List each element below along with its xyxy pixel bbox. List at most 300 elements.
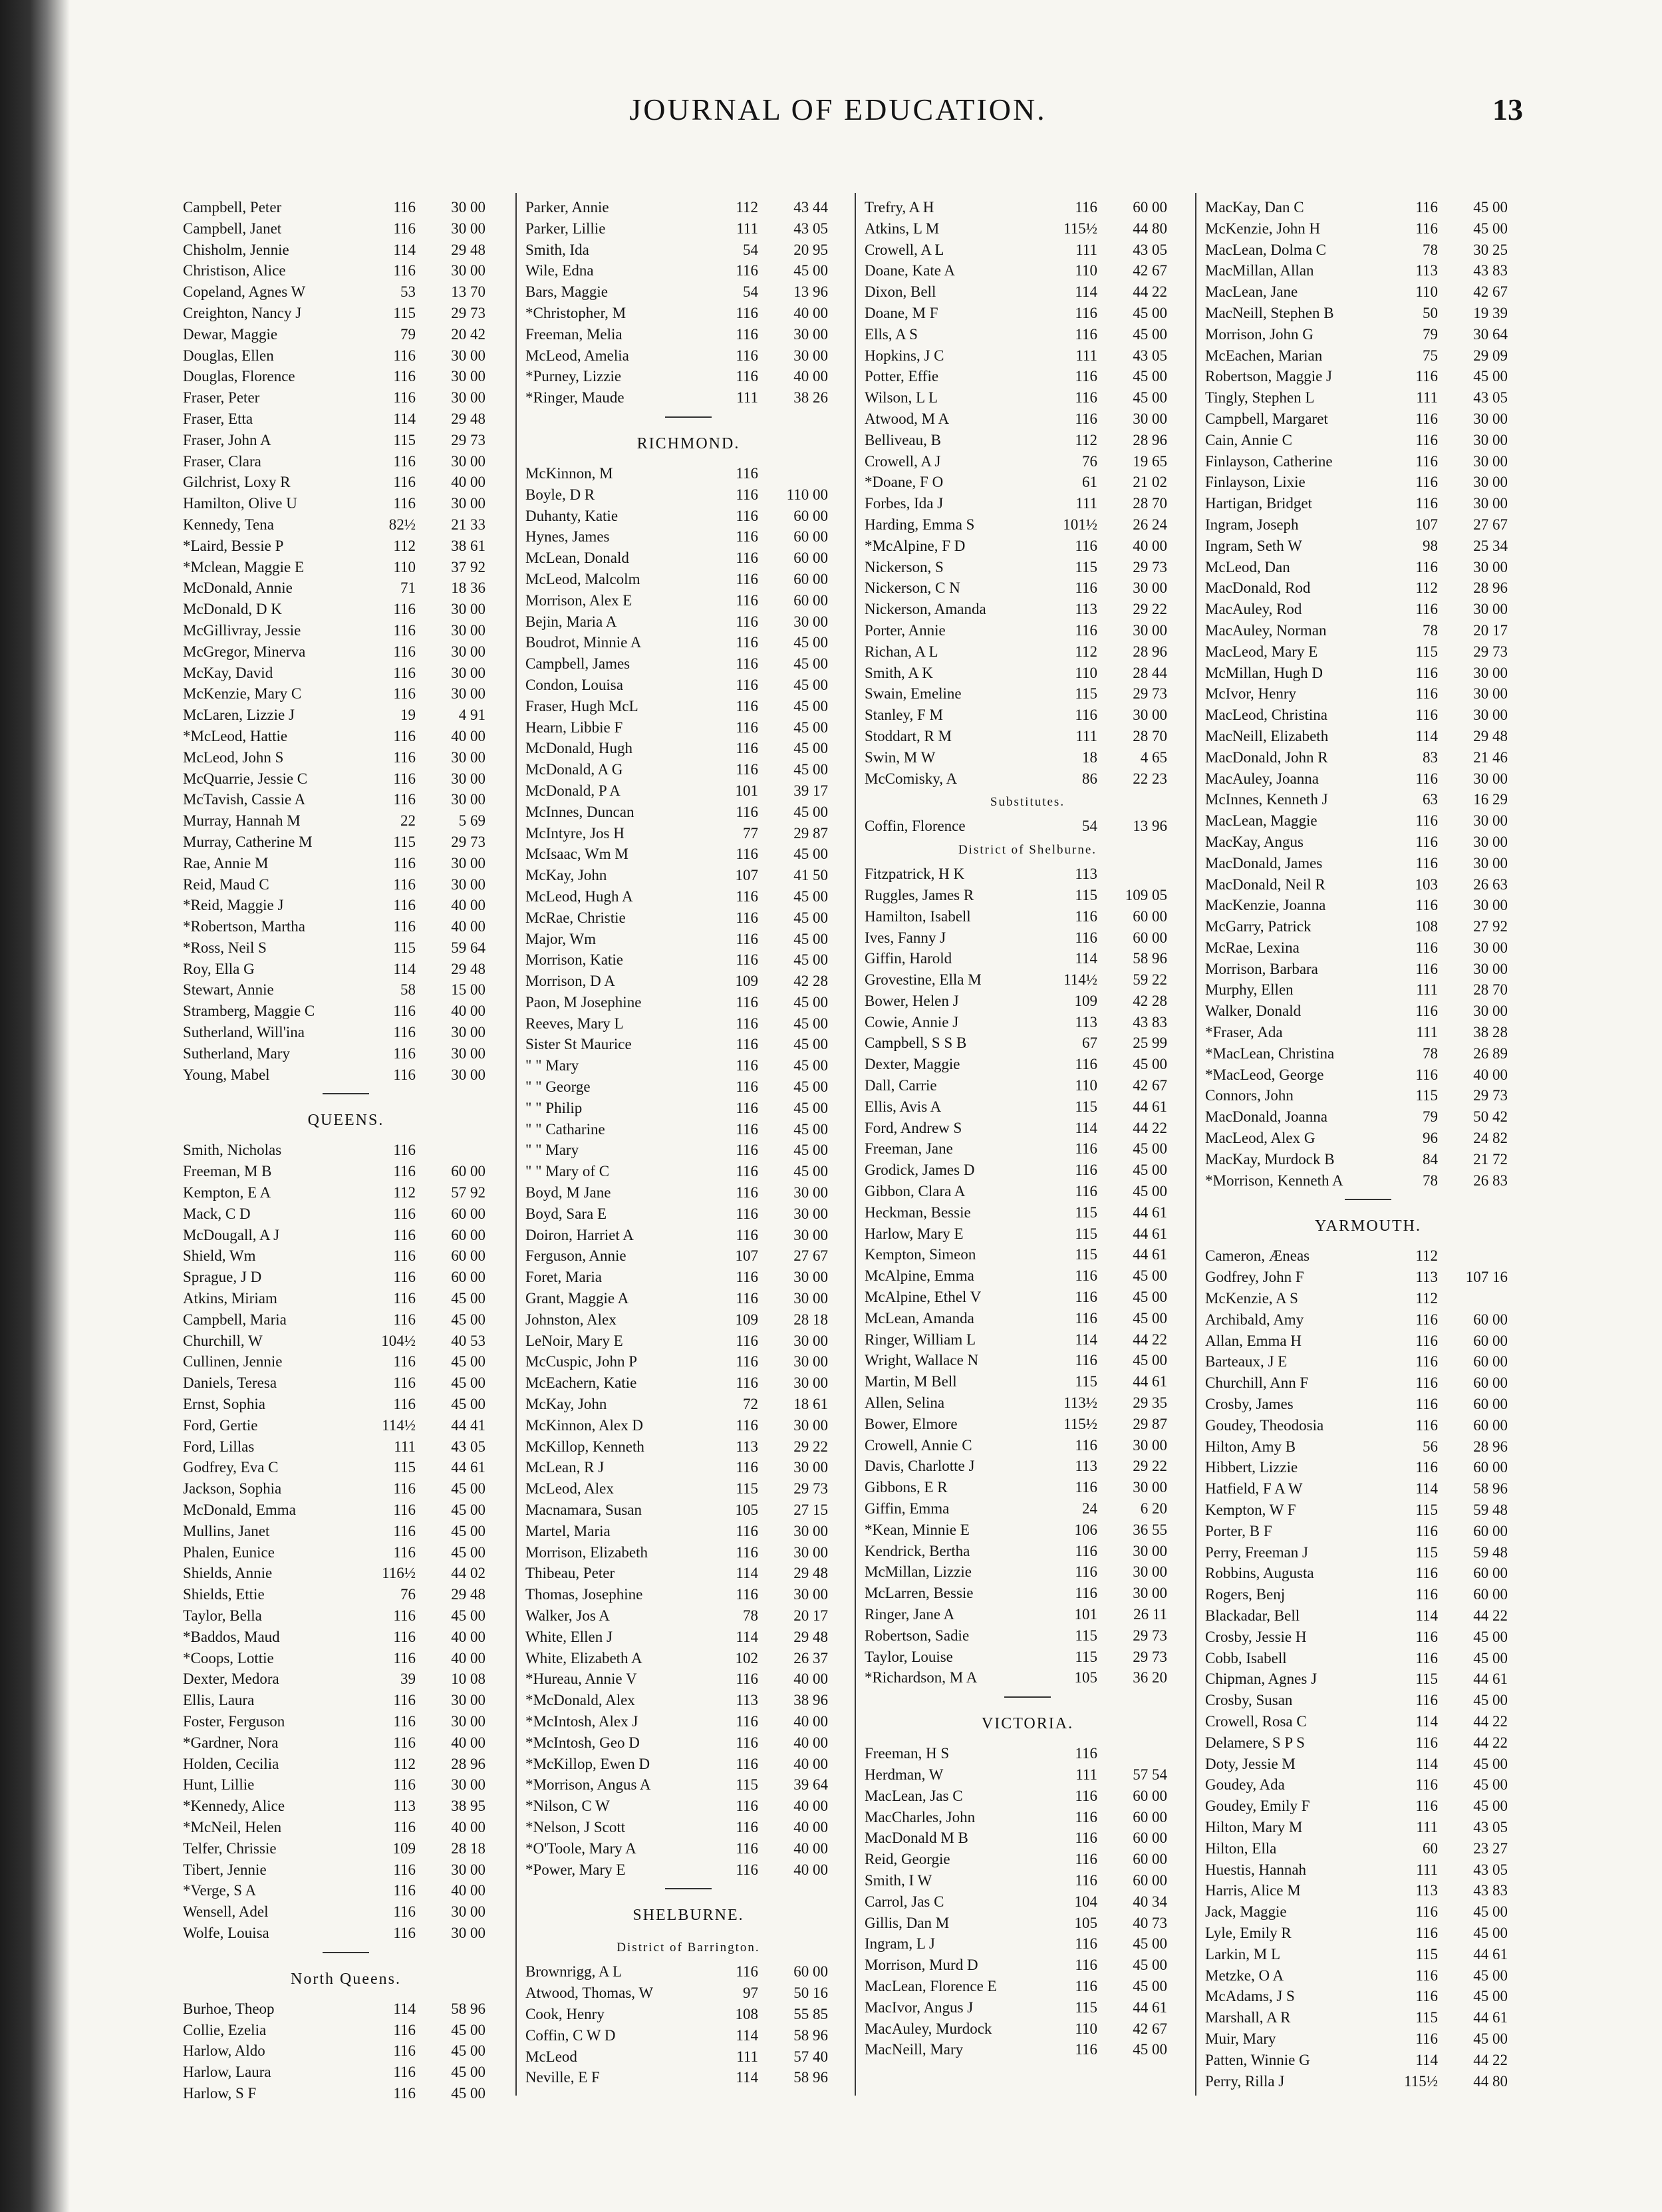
grant-amount: 59 48 bbox=[1473, 1543, 1508, 1561]
days-taught: 114 bbox=[736, 1565, 758, 1582]
teacher-name: Kennedy, Tena bbox=[183, 516, 274, 533]
teacher-name: Herdman, W bbox=[865, 1766, 944, 1783]
grant-amount: 44 41 bbox=[451, 1416, 485, 1434]
grant-amount: 22 23 bbox=[1133, 770, 1167, 787]
days-taught: 116 bbox=[1415, 1798, 1438, 1815]
teacher-name: Connors, John bbox=[1205, 1087, 1294, 1104]
teacher-entry bbox=[1205, 1838, 1531, 1859]
teacher-entry bbox=[865, 1350, 1190, 1371]
teacher-name: Fraser, John A bbox=[183, 431, 271, 448]
days-taught: 116 bbox=[1415, 960, 1438, 977]
grant-amount: 29 22 bbox=[793, 1438, 828, 1455]
section-rule bbox=[665, 1888, 712, 1889]
teacher-entry bbox=[865, 1807, 1190, 1828]
days-taught: 116 bbox=[1415, 1586, 1438, 1603]
teacher-entry bbox=[865, 1541, 1190, 1562]
teacher-entry bbox=[1205, 1732, 1531, 1754]
teacher-name: Crowell, A L bbox=[865, 241, 944, 258]
teacher-entry bbox=[865, 2039, 1190, 2060]
days-taught: 116 bbox=[393, 1861, 416, 1878]
teacher-entry bbox=[865, 1997, 1190, 2018]
grant-amount: 45 00 bbox=[793, 1036, 828, 1053]
teacher-name: Foret, Maria bbox=[525, 1269, 602, 1286]
teacher-name: Hilton, Ella bbox=[1205, 1839, 1277, 1857]
teacher-entry bbox=[525, 569, 851, 590]
grant-amount: 30 00 bbox=[793, 1459, 828, 1476]
teacher-entry bbox=[525, 1542, 851, 1563]
days-taught: 116 bbox=[1415, 410, 1438, 427]
days-taught: 115 bbox=[1415, 643, 1438, 660]
teacher-name: Campbell, Maria bbox=[183, 1311, 287, 1328]
teacher-name: Ruggles, James R bbox=[865, 886, 974, 903]
teacher-entry bbox=[525, 1415, 851, 1436]
grant-amount: 60 00 bbox=[1133, 929, 1167, 946]
section-subheading: District of Shelburne. bbox=[958, 843, 1097, 858]
grant-amount: 55 85 bbox=[793, 2005, 828, 2022]
teacher-entry bbox=[1205, 2071, 1531, 2092]
days-taught: 116 bbox=[1415, 495, 1438, 512]
teacher-entry bbox=[183, 1001, 509, 1022]
grant-amount: 45 00 bbox=[1473, 220, 1508, 237]
teacher-name: Morrison, John G bbox=[1205, 325, 1314, 343]
teacher-entry bbox=[1205, 1436, 1531, 1458]
grant-amount: 45 00 bbox=[451, 1543, 485, 1561]
grant-amount: 30 00 bbox=[793, 1184, 828, 1201]
grant-amount: 57 54 bbox=[1133, 1766, 1167, 1783]
teacher-entry bbox=[865, 1955, 1190, 1976]
days-taught: 116 bbox=[393, 2064, 416, 2081]
teacher-entry bbox=[865, 1976, 1190, 1997]
teacher-name: Cameron, Æneas bbox=[1205, 1247, 1310, 1265]
teacher-entry bbox=[183, 1563, 509, 1584]
days-taught: 116 bbox=[736, 718, 758, 736]
days-taught: 116 bbox=[393, 2084, 416, 2102]
teacher-name: Wensell, Adel bbox=[183, 1903, 269, 1921]
teacher-entry bbox=[865, 1414, 1190, 1435]
teacher-name: LeNoir, Mary E bbox=[525, 1332, 623, 1349]
days-taught: 115 bbox=[393, 304, 416, 321]
teacher-name: Archibald, Amy bbox=[1205, 1311, 1304, 1328]
teacher-name: Ellis, Avis A bbox=[865, 1098, 942, 1115]
teacher-entry bbox=[865, 218, 1190, 239]
grant-amount: 30 00 bbox=[1133, 1436, 1167, 1454]
days-taught: 115 bbox=[1075, 1373, 1097, 1390]
teacher-entry bbox=[865, 493, 1190, 514]
days-taught: 116 bbox=[1075, 1056, 1097, 1073]
teacher-entry bbox=[1205, 281, 1531, 303]
teacher-name: Boudrot, Minnie A bbox=[525, 634, 642, 651]
days-taught: 76 bbox=[1082, 452, 1097, 470]
grant-amount: 30 00 bbox=[793, 325, 828, 343]
teacher-entry bbox=[1205, 1478, 1531, 1500]
teacher-entry bbox=[525, 1668, 851, 1690]
grant-amount: 57 40 bbox=[793, 2048, 828, 2065]
teacher-entry bbox=[183, 1161, 509, 1182]
teacher-entry bbox=[183, 2040, 509, 2062]
teacher-entry bbox=[1205, 430, 1531, 451]
grant-amount: 58 96 bbox=[1473, 1480, 1508, 1498]
days-taught: 111 bbox=[736, 2048, 758, 2065]
section-heading: North Queens. bbox=[291, 1970, 401, 1988]
teacher-entry bbox=[183, 1690, 509, 1711]
teacher-entry bbox=[1205, 514, 1531, 536]
teacher-entry bbox=[525, 366, 851, 387]
days-taught: 116 bbox=[1075, 1851, 1097, 1868]
days-taught: 116 bbox=[393, 1649, 416, 1666]
teacher-name: Atwood, Thomas, W bbox=[525, 1984, 654, 2002]
teacher-entry bbox=[525, 1436, 851, 1458]
days-taught: 116 bbox=[393, 1607, 416, 1624]
teacher-entry bbox=[525, 303, 851, 324]
teacher-entry bbox=[525, 1351, 851, 1372]
grant-amount: 40 00 bbox=[1133, 537, 1167, 554]
teacher-entry bbox=[183, 726, 509, 747]
grant-amount: 30 00 bbox=[793, 1226, 828, 1243]
grant-amount: 110 00 bbox=[786, 486, 828, 503]
teacher-entry bbox=[1205, 197, 1531, 218]
teacher-entry bbox=[865, 1329, 1190, 1350]
teacher-name: MacLean, Maggie bbox=[1205, 812, 1317, 830]
grant-amount: 16 29 bbox=[1473, 791, 1508, 808]
teacher-name: Mullins, Janet bbox=[183, 1522, 270, 1539]
section-rule bbox=[665, 416, 712, 418]
days-taught: 67 bbox=[1082, 1034, 1097, 1052]
grant-amount: 58 96 bbox=[1133, 950, 1167, 967]
teacher-entry bbox=[1205, 620, 1531, 641]
teacher-name: Boyd, M Jane bbox=[525, 1184, 611, 1201]
grant-amount: 40 00 bbox=[451, 1003, 485, 1020]
teacher-entry bbox=[525, 1288, 851, 1309]
grant-amount: 39 64 bbox=[793, 1776, 828, 1794]
grant-amount: 30 00 bbox=[1473, 897, 1508, 914]
teacher-name: Crowell, Annie C bbox=[865, 1436, 972, 1454]
teacher-entry bbox=[865, 451, 1190, 472]
days-taught: 116 bbox=[393, 220, 416, 237]
teacher-name: Ringer, Jane A bbox=[865, 1606, 955, 1623]
teacher-name: Martel, Maria bbox=[525, 1522, 611, 1539]
teacher-entry bbox=[525, 1982, 851, 2004]
teacher-entry bbox=[1205, 1986, 1531, 2007]
days-taught: 116 bbox=[393, 897, 416, 914]
grant-amount: 28 18 bbox=[793, 1311, 828, 1328]
days-taught: 115 bbox=[1075, 1627, 1097, 1644]
teacher-entry bbox=[865, 1498, 1190, 1519]
days-taught: 101 bbox=[1074, 1606, 1097, 1623]
days-taught: 18 bbox=[1082, 748, 1097, 766]
teacher-entry bbox=[183, 959, 509, 980]
teacher-name: Robertson, Sadie bbox=[865, 1627, 970, 1644]
teacher-name: Campbell, Margaret bbox=[1205, 410, 1328, 427]
days-taught: 114 bbox=[736, 2026, 758, 2044]
teacher-name: *Fraser, Ada bbox=[1205, 1024, 1283, 1041]
days-taught: 96 bbox=[1423, 1130, 1438, 1147]
days-taught: 115 bbox=[1075, 1648, 1097, 1665]
days-taught: 116 bbox=[1415, 558, 1438, 575]
teacher-name: MacNeill, Stephen B bbox=[1205, 304, 1334, 321]
days-taught: 116 bbox=[1075, 368, 1097, 385]
teacher-entry bbox=[1205, 2028, 1531, 2050]
teacher-entry bbox=[183, 916, 509, 937]
grant-amount: 25 34 bbox=[1473, 537, 1508, 554]
grant-amount: 45 00 bbox=[1133, 1140, 1167, 1158]
teacher-entry bbox=[1205, 1690, 1531, 1711]
grant-amount: 30 00 bbox=[1473, 833, 1508, 850]
teacher-name: Hamilton, Olive U bbox=[183, 495, 297, 512]
days-taught: 116 bbox=[393, 1924, 416, 1941]
days-taught: 116 bbox=[1415, 452, 1438, 470]
grant-amount: 30 00 bbox=[451, 643, 485, 660]
teacher-entry bbox=[865, 1012, 1190, 1033]
teacher-entry bbox=[1205, 451, 1531, 472]
days-taught: 24 bbox=[1082, 1500, 1097, 1517]
teacher-entry bbox=[183, 832, 509, 853]
teacher-entry bbox=[1205, 260, 1531, 281]
teacher-name: Christison, Alice bbox=[183, 262, 286, 279]
days-taught: 116 bbox=[393, 1734, 416, 1751]
teacher-entry bbox=[183, 895, 509, 916]
days-taught: 116 bbox=[393, 389, 416, 406]
teacher-entry bbox=[1205, 493, 1531, 514]
teacher-name: Collie, Ezelia bbox=[183, 2021, 267, 2038]
teacher-entry bbox=[183, 937, 509, 959]
grant-amount: 45 00 bbox=[451, 2064, 485, 2081]
teacher-name: Gibbon, Clara A bbox=[865, 1183, 966, 1200]
teacher-name: McDonald, Annie bbox=[183, 579, 293, 597]
teacher-entry bbox=[865, 1561, 1190, 1583]
teacher-entry bbox=[865, 366, 1190, 387]
days-taught: 116 bbox=[736, 1163, 758, 1180]
teacher-entry bbox=[525, 675, 851, 696]
grant-amount: 42 67 bbox=[1133, 2020, 1167, 2037]
days-taught: 76 bbox=[400, 1586, 416, 1603]
teacher-entry bbox=[1205, 959, 1531, 980]
grant-amount: 30 00 bbox=[451, 1924, 485, 1941]
teacher-name: Walker, Jos A bbox=[525, 1607, 610, 1624]
grant-amount: 45 00 bbox=[793, 1120, 828, 1138]
teacher-name: MacNeill, Elizabeth bbox=[1205, 727, 1329, 744]
days-taught: 115 bbox=[1075, 1225, 1097, 1242]
teacher-name: *MacLean, Christina bbox=[1205, 1044, 1335, 1062]
teacher-entry bbox=[865, 1477, 1190, 1498]
grant-amount: 29 48 bbox=[793, 1628, 828, 1645]
teacher-entry bbox=[183, 789, 509, 810]
teacher-name: MacAuley, Rod bbox=[1205, 601, 1302, 618]
teacher-name: Fraser, Clara bbox=[183, 452, 261, 470]
teacher-name: Tingly, Stephen L bbox=[1205, 389, 1315, 406]
teacher-name: Hibbert, Lizzie bbox=[1205, 1459, 1298, 1476]
teacher-entry bbox=[183, 1901, 509, 1923]
grant-amount: 30 00 bbox=[451, 220, 485, 237]
teacher-name: *Hureau, Annie V bbox=[525, 1670, 637, 1688]
days-taught: 84 bbox=[1423, 1150, 1438, 1168]
days-taught: 116 bbox=[393, 1374, 416, 1392]
teacher-entry bbox=[525, 548, 851, 569]
grant-amount: 42 28 bbox=[1133, 992, 1167, 1009]
teacher-name: Copeland, Agnes W bbox=[183, 283, 306, 301]
days-taught: 116 bbox=[1075, 1352, 1097, 1369]
days-taught: 116 bbox=[736, 846, 758, 863]
teacher-entry bbox=[865, 747, 1190, 768]
teacher-entry bbox=[525, 738, 851, 759]
grant-amount: 28 96 bbox=[1473, 1438, 1508, 1455]
grant-amount: 40 00 bbox=[793, 1818, 828, 1835]
teacher-entry bbox=[1205, 705, 1531, 726]
teacher-entry bbox=[525, 1267, 851, 1288]
teacher-entry bbox=[865, 1849, 1190, 1870]
days-taught: 116 bbox=[1415, 1003, 1438, 1020]
section-rule bbox=[323, 1093, 369, 1094]
teacher-entry bbox=[525, 1754, 851, 1775]
grant-amount: 60 00 bbox=[793, 1963, 828, 1980]
teacher-entry bbox=[183, 281, 509, 303]
teacher-entry bbox=[183, 1605, 509, 1627]
days-taught: 116 bbox=[1075, 1585, 1097, 1602]
days-taught: 116 bbox=[736, 676, 758, 693]
teacher-entry bbox=[865, 1138, 1190, 1160]
journal-title: JOURNAL OF EDUCATION. bbox=[629, 92, 1047, 126]
days-taught: 114 bbox=[1415, 727, 1438, 744]
days-taught: 116 bbox=[393, 1163, 416, 1180]
teacher-entry bbox=[1205, 1965, 1531, 1986]
days-taught: 116 bbox=[1075, 304, 1097, 321]
grant-amount: 30 00 bbox=[1473, 939, 1508, 956]
teacher-name: Douglas, Ellen bbox=[183, 347, 274, 364]
teacher-entry bbox=[525, 929, 851, 950]
days-taught: 103 bbox=[1415, 875, 1438, 893]
days-taught: 116 bbox=[736, 613, 758, 630]
days-taught: 116 bbox=[736, 1226, 758, 1243]
grant-amount: 20 95 bbox=[793, 241, 828, 258]
grant-amount: 40 00 bbox=[451, 1818, 485, 1835]
days-taught: 116 bbox=[393, 199, 416, 216]
teacher-name: *Coops, Lottie bbox=[183, 1649, 274, 1666]
teacher-name: McQuarrie, Jessie C bbox=[183, 770, 308, 787]
teacher-entry bbox=[865, 536, 1190, 557]
section-rule bbox=[1004, 1696, 1051, 1698]
days-taught: 115 bbox=[1075, 886, 1097, 903]
teacher-entry bbox=[1205, 536, 1531, 557]
days-taught: 78 bbox=[1423, 241, 1438, 258]
grant-amount: 45 00 bbox=[1133, 2041, 1167, 2058]
teacher-entry bbox=[1205, 1149, 1531, 1170]
days-taught: 104 bbox=[1074, 1893, 1097, 1910]
teacher-entry bbox=[1205, 1267, 1531, 1288]
grant-amount: 18 36 bbox=[451, 579, 485, 597]
teacher-entry bbox=[1205, 1064, 1531, 1086]
teacher-name: McGregor, Minerva bbox=[183, 643, 306, 660]
teacher-entry bbox=[525, 1225, 851, 1246]
teacher-entry bbox=[183, 1457, 509, 1478]
teacher-name: Crosby, James bbox=[1205, 1396, 1294, 1413]
teacher-entry bbox=[183, 430, 509, 451]
teacher-name: White, Elizabeth A bbox=[525, 1649, 642, 1666]
teacher-name: MacAuley, Norman bbox=[1205, 621, 1327, 639]
days-taught: 115 bbox=[1075, 1098, 1097, 1115]
days-taught: 116 bbox=[393, 664, 416, 681]
teacher-entry bbox=[525, 611, 851, 633]
grant-amount: 40 53 bbox=[451, 1332, 485, 1349]
teacher-entry bbox=[525, 1961, 851, 1982]
days-taught: 116 bbox=[736, 262, 758, 279]
teacher-name: McLean, R J bbox=[525, 1459, 605, 1476]
days-taught: 116 bbox=[393, 621, 416, 639]
teacher-name: Blackadar, Bell bbox=[1205, 1607, 1300, 1624]
grant-amount: 38 28 bbox=[1473, 1024, 1508, 1041]
days-taught: 60 bbox=[1423, 1839, 1438, 1857]
teacher-entry bbox=[1205, 1648, 1531, 1669]
days-taught: 116 bbox=[393, 1003, 416, 1020]
teacher-name: Shields, Ettie bbox=[183, 1586, 265, 1603]
days-taught: 101 bbox=[735, 782, 758, 799]
grant-amount: 45 00 bbox=[793, 740, 828, 757]
grant-amount: 30 00 bbox=[793, 1543, 828, 1561]
grant-amount: 30 00 bbox=[793, 1416, 828, 1434]
days-taught: 116 bbox=[736, 1755, 758, 1772]
days-taught: 116 bbox=[736, 1036, 758, 1053]
days-taught: 116 bbox=[736, 1078, 758, 1096]
teacher-entry bbox=[183, 1436, 509, 1458]
teacher-entry bbox=[525, 1034, 851, 1055]
section-rule bbox=[1345, 1199, 1391, 1200]
teacher-entry bbox=[865, 408, 1190, 430]
teacher-entry bbox=[1205, 303, 1531, 324]
teacher-name: McDonald, Hugh bbox=[525, 740, 632, 757]
teacher-name: Hatfield, F A W bbox=[1205, 1480, 1303, 1498]
grant-amount: 45 00 bbox=[451, 1480, 485, 1498]
days-taught: 116 bbox=[1075, 621, 1097, 639]
days-taught: 115 bbox=[1415, 1543, 1438, 1561]
days-taught: 112 bbox=[1075, 643, 1097, 660]
days-taught: 113 bbox=[1075, 1458, 1097, 1475]
grant-amount: 26 11 bbox=[1133, 1606, 1167, 1623]
teacher-name: Giffin, Emma bbox=[865, 1500, 950, 1517]
teacher-entry bbox=[865, 345, 1190, 367]
grant-amount: 38 26 bbox=[793, 389, 828, 406]
grant-amount: 45 00 bbox=[1473, 1649, 1508, 1666]
grant-amount: 60 00 bbox=[451, 1205, 485, 1222]
days-taught: 111 bbox=[1416, 1818, 1438, 1835]
teacher-name: Dewar, Maggie bbox=[183, 325, 278, 343]
grant-amount: 39 17 bbox=[793, 782, 828, 799]
teacher-entry bbox=[1205, 1085, 1531, 1106]
grant-amount: 30 00 bbox=[1133, 1563, 1167, 1581]
page-header bbox=[173, 92, 1523, 138]
teacher-name: *Mclean, Maggie E bbox=[183, 558, 305, 575]
teacher-entry bbox=[1205, 1351, 1531, 1372]
teacher-name: " " Philip bbox=[525, 1099, 583, 1116]
teacher-name: *O'Toole, Mary A bbox=[525, 1839, 636, 1857]
days-taught: 116 bbox=[736, 1205, 758, 1222]
teacher-entry bbox=[183, 1394, 509, 1415]
days-taught: 78 bbox=[1423, 1044, 1438, 1062]
teacher-name: Freeman, Jane bbox=[865, 1140, 953, 1158]
days-taught: 116 bbox=[1075, 1162, 1097, 1179]
grant-amount: 60 00 bbox=[793, 591, 828, 609]
section-heading: QUEENS. bbox=[307, 1112, 384, 1130]
grant-amount: 40 00 bbox=[793, 1861, 828, 1878]
teacher-name: Swain, Emeline bbox=[865, 685, 962, 703]
grant-amount: 30 00 bbox=[451, 347, 485, 364]
teacher-name: Smith, Ida bbox=[525, 241, 589, 258]
teacher-name: Grovestine, Ella M bbox=[865, 971, 982, 989]
teacher-name: MacKay, Dan C bbox=[1205, 199, 1304, 216]
teacher-name: Nickerson, C N bbox=[865, 579, 960, 597]
days-taught: 113 bbox=[1415, 1882, 1438, 1899]
teacher-entry bbox=[1205, 1817, 1531, 1838]
teacher-name: Grodick, James D bbox=[865, 1162, 975, 1179]
teacher-entry bbox=[183, 663, 509, 684]
teacher-name: Taylor, Bella bbox=[183, 1607, 262, 1624]
